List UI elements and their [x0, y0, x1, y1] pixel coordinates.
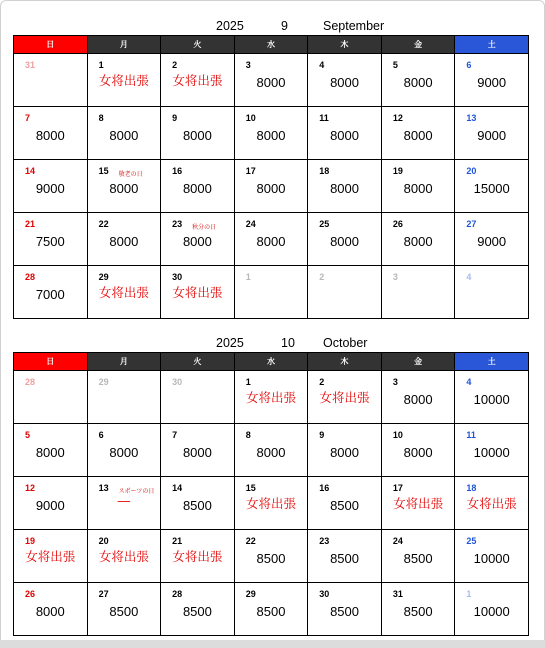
price-value: 8000 [330, 128, 359, 143]
price-value: 8000 [182, 128, 212, 143]
price-value: 8000 [35, 128, 65, 143]
day-cell[interactable] [455, 477, 529, 530]
day-cell[interactable] [234, 371, 308, 424]
day-cell[interactable] [308, 424, 382, 477]
day-cell[interactable] [381, 530, 455, 583]
absence-note: 女将出張 [319, 390, 370, 405]
day-number: 30 [172, 272, 183, 282]
week-row [14, 54, 529, 107]
day-cell[interactable] [87, 477, 161, 530]
price-value: 8500 [330, 498, 359, 513]
day-number: 13 [98, 483, 109, 493]
price-value: 8500 [256, 551, 286, 566]
day-number: 13 [466, 113, 477, 123]
day-number: 22 [98, 219, 109, 229]
price-value: 8000 [256, 75, 286, 90]
day-number: 23 [172, 219, 183, 229]
day-number: 11 [466, 430, 476, 440]
day-cell[interactable] [455, 266, 529, 319]
day-cell[interactable] [381, 107, 455, 160]
absence-note: 女将出張 [172, 73, 223, 88]
day-number: 31 [392, 589, 403, 599]
day-number: 4 [466, 272, 472, 282]
day-number: 28 [25, 272, 36, 282]
price-value: 9000 [35, 498, 65, 513]
price-value: 15000 [473, 181, 510, 196]
day-cell[interactable] [381, 371, 455, 424]
day-cell[interactable] [381, 424, 455, 477]
day-cell[interactable] [14, 477, 88, 530]
day-number: 19 [25, 536, 36, 546]
day-cell[interactable] [381, 160, 455, 213]
day-number: 1 [98, 60, 104, 70]
day-cell[interactable] [161, 530, 235, 583]
day-number: 17 [245, 166, 256, 176]
day-cell[interactable] [87, 371, 161, 424]
price-value: 8000 [403, 392, 433, 407]
day-cell[interactable] [14, 54, 88, 107]
day-cell[interactable] [308, 583, 382, 636]
price-value: 8000 [403, 75, 433, 90]
day-cell[interactable] [455, 371, 529, 424]
day-cell[interactable] [308, 107, 382, 160]
bottom-scroll-strip [0, 640, 545, 648]
day-number: 2 [319, 377, 325, 387]
day-cell[interactable] [308, 54, 382, 107]
day-number: 26 [25, 589, 36, 599]
holiday-label: スポーツの日 [118, 488, 155, 495]
day-cell[interactable] [87, 107, 161, 160]
price-value: 8500 [182, 498, 212, 513]
week-row [14, 530, 529, 583]
day-cell[interactable] [87, 54, 161, 107]
price-value: 8000 [182, 181, 212, 196]
day-number: 4 [319, 60, 325, 70]
day-cell[interactable] [14, 371, 88, 424]
day-cell[interactable] [161, 266, 235, 319]
weekday-header: 土 [455, 36, 529, 54]
day-cell[interactable] [455, 160, 529, 213]
price-value: 8000 [403, 181, 433, 196]
calendar-september [13, 18, 529, 319]
day-number: 21 [172, 536, 183, 546]
absence-note: 女将出張 [98, 549, 149, 564]
day-cell[interactable] [234, 530, 308, 583]
day-cell[interactable] [308, 160, 382, 213]
day-number: 24 [392, 536, 403, 546]
month-grid [13, 352, 529, 636]
absence-note: 女将出張 [245, 390, 296, 405]
day-cell[interactable] [455, 54, 529, 107]
day-cell[interactable] [455, 107, 529, 160]
week-row [14, 583, 529, 636]
day-cell[interactable] [455, 583, 529, 636]
holiday-label: 秋分の日 [192, 224, 217, 231]
absence-note: 女将出張 [98, 73, 149, 88]
week-row [14, 266, 529, 319]
price-value: 8000 [256, 181, 286, 196]
day-number: 23 [319, 536, 330, 546]
day-number: 20 [466, 166, 477, 176]
day-cell[interactable] [87, 160, 161, 213]
price-value: 8000 [256, 234, 286, 249]
day-cell[interactable] [381, 477, 455, 530]
price-value: 8500 [330, 604, 359, 619]
day-number: 20 [98, 536, 109, 546]
day-number: 24 [245, 219, 256, 229]
day-cell[interactable] [14, 424, 88, 477]
day-number: 30 [172, 377, 183, 387]
day-number: 29 [245, 589, 256, 599]
price-value: 8000 [256, 128, 286, 143]
day-cell[interactable] [14, 160, 88, 213]
day-cell[interactable] [161, 107, 235, 160]
day-number: 27 [98, 589, 109, 599]
absence-note: 女将出張 [393, 496, 444, 511]
weekday-header: 金 [381, 353, 455, 371]
day-cell[interactable] [87, 266, 161, 319]
day-cell[interactable] [308, 477, 382, 530]
weekday-header: 月 [87, 353, 161, 371]
weekday-header: 木 [308, 353, 382, 371]
price-value: 8000 [109, 128, 139, 143]
absence-note: 女将出張 [466, 496, 517, 511]
day-cell[interactable] [308, 530, 382, 583]
day-cell[interactable] [87, 424, 161, 477]
calendar-title [13, 18, 529, 35]
weekday-header-row [14, 353, 529, 371]
price-value: 8500 [403, 551, 433, 566]
weekday-header: 日 [14, 353, 88, 371]
price-value: 8000 [109, 181, 139, 196]
week-row [14, 424, 529, 477]
day-number: 31 [25, 60, 36, 70]
price-value: 8000 [330, 445, 359, 460]
day-number: 1 [245, 377, 251, 387]
weekday-header: 土 [455, 353, 529, 371]
day-number: 29 [98, 272, 109, 282]
day-number: 25 [466, 536, 477, 546]
day-cell[interactable] [14, 530, 88, 583]
price-value: 8000 [403, 234, 433, 249]
day-cell[interactable] [161, 160, 235, 213]
day-number: 11 [319, 113, 329, 123]
day-number: 7 [172, 430, 178, 440]
day-cell[interactable] [14, 583, 88, 636]
day-cell[interactable] [234, 424, 308, 477]
day-number: 1 [466, 589, 472, 599]
title-month: 9 [281, 19, 288, 33]
day-cell[interactable] [455, 530, 529, 583]
weekday-header: 水 [234, 36, 308, 54]
day-number: 8 [98, 113, 104, 123]
price-value: 7500 [35, 234, 65, 249]
day-number: 5 [392, 60, 398, 70]
day-cell[interactable] [161, 371, 235, 424]
day-cell[interactable] [381, 213, 455, 266]
day-number: 5 [25, 430, 31, 440]
day-number: 15 [245, 483, 256, 493]
day-cell[interactable] [234, 266, 308, 319]
day-cell[interactable] [381, 266, 455, 319]
calendar-title [13, 335, 529, 352]
day-cell[interactable] [14, 266, 88, 319]
absence-note: 女将出張 [98, 285, 149, 300]
day-number: 14 [25, 166, 36, 176]
weekday-header: 火 [161, 36, 235, 54]
price-value: 8500 [109, 604, 139, 619]
day-number: 26 [392, 219, 403, 229]
day-cell[interactable] [381, 54, 455, 107]
price-value: 9000 [477, 75, 507, 90]
day-number: 10 [245, 113, 256, 123]
day-number: 14 [172, 483, 183, 493]
day-cell[interactable] [308, 266, 382, 319]
weekday-header: 日 [14, 36, 88, 54]
day-number: 18 [319, 166, 330, 176]
day-number: 2 [172, 60, 178, 70]
day-number: 17 [392, 483, 403, 493]
title-month: 10 [281, 336, 295, 350]
price-value: 9000 [35, 181, 65, 196]
absence-note: 女将出張 [25, 549, 76, 564]
price-value: 8000 [330, 181, 359, 196]
day-cell[interactable] [234, 213, 308, 266]
day-number: 6 [98, 430, 104, 440]
day-cell[interactable] [234, 107, 308, 160]
day-number: 2 [319, 272, 325, 282]
day-number: 22 [245, 536, 256, 546]
price-value: 8500 [403, 604, 433, 619]
day-cell[interactable] [87, 213, 161, 266]
absence-note: 女将出張 [245, 496, 296, 511]
price-value: 10000 [473, 445, 510, 460]
day-number: 29 [98, 377, 109, 387]
price-value: 10000 [473, 392, 510, 407]
day-number: 7 [25, 113, 31, 123]
calendar-october [13, 335, 529, 636]
day-number: 12 [25, 483, 36, 493]
price-value: 8000 [109, 234, 139, 249]
day-cell[interactable] [161, 213, 235, 266]
day-number: 3 [392, 377, 398, 387]
day-cell[interactable] [455, 424, 529, 477]
day-cell[interactable] [87, 530, 161, 583]
day-number: 9 [319, 430, 325, 440]
title-year: 2025 [216, 336, 244, 350]
day-cell[interactable] [308, 371, 382, 424]
day-cell[interactable] [161, 54, 235, 107]
month-grid [13, 35, 529, 319]
day-cell[interactable] [308, 213, 382, 266]
price-value: 7000 [35, 287, 65, 302]
day-number: 28 [172, 589, 183, 599]
price-value: 8000 [182, 234, 212, 249]
price-value: 8500 [256, 604, 286, 619]
day-number: 25 [319, 219, 330, 229]
absence-note: 女将出張 [172, 285, 223, 300]
weekday-header: 火 [161, 353, 235, 371]
day-number: 18 [466, 483, 477, 493]
week-row [14, 107, 529, 160]
day-number: 12 [392, 113, 403, 123]
day-number: 3 [392, 272, 398, 282]
weekday-header: 金 [381, 36, 455, 54]
title-month-name: September [323, 19, 385, 33]
week-row [14, 371, 529, 424]
price-value: 8000 [330, 75, 359, 90]
price-value: 8000 [256, 445, 286, 460]
day-cell[interactable] [234, 54, 308, 107]
week-row [14, 160, 529, 213]
day-number: 8 [245, 430, 251, 440]
day-cell[interactable] [14, 107, 88, 160]
day-number: 6 [466, 60, 472, 70]
price-value: 10000 [473, 604, 510, 619]
week-row [14, 213, 529, 266]
day-cell[interactable] [161, 477, 235, 530]
day-number: 21 [25, 219, 36, 229]
price-value: 8000 [330, 234, 359, 249]
price-value: 8000 [35, 445, 65, 460]
day-cell[interactable] [455, 213, 529, 266]
day-cell[interactable] [87, 583, 161, 636]
price-value: 8000 [35, 604, 65, 619]
day-number: 3 [245, 60, 251, 70]
title-month-name: October [323, 336, 368, 350]
day-cell[interactable] [381, 583, 455, 636]
day-number: 16 [319, 483, 330, 493]
day-number: 15 [98, 166, 109, 176]
weekday-header: 木 [308, 36, 382, 54]
price-value: 8000 [182, 445, 212, 460]
price-value: 10000 [473, 551, 510, 566]
price-value: — [117, 494, 131, 508]
price-value: 9000 [477, 234, 507, 249]
day-number: 28 [25, 377, 36, 387]
price-value: 8000 [109, 445, 139, 460]
day-number: 30 [319, 589, 330, 599]
day-cell[interactable] [234, 160, 308, 213]
weekday-header: 月 [87, 36, 161, 54]
day-number: 4 [466, 377, 472, 387]
price-value: 8500 [330, 551, 359, 566]
day-cell[interactable] [161, 424, 235, 477]
day-number: 9 [172, 113, 178, 123]
price-value: 8000 [403, 128, 433, 143]
weekday-header: 水 [234, 353, 308, 371]
day-number: 1 [245, 272, 251, 282]
day-cell[interactable] [234, 477, 308, 530]
day-number: 16 [172, 166, 183, 176]
price-value: 9000 [477, 128, 507, 143]
weekday-header-row [14, 36, 529, 54]
price-value: 8500 [182, 604, 212, 619]
title-year: 2025 [216, 19, 244, 33]
day-cell[interactable] [161, 583, 235, 636]
day-number: 27 [466, 219, 477, 229]
price-value: 8000 [403, 445, 433, 460]
holiday-label: 敬老の日 [118, 171, 143, 178]
day-number: 10 [392, 430, 403, 440]
day-cell[interactable] [234, 583, 308, 636]
day-number: 19 [392, 166, 403, 176]
week-row [14, 477, 529, 530]
absence-note: 女将出張 [172, 549, 223, 564]
day-cell[interactable] [14, 213, 88, 266]
